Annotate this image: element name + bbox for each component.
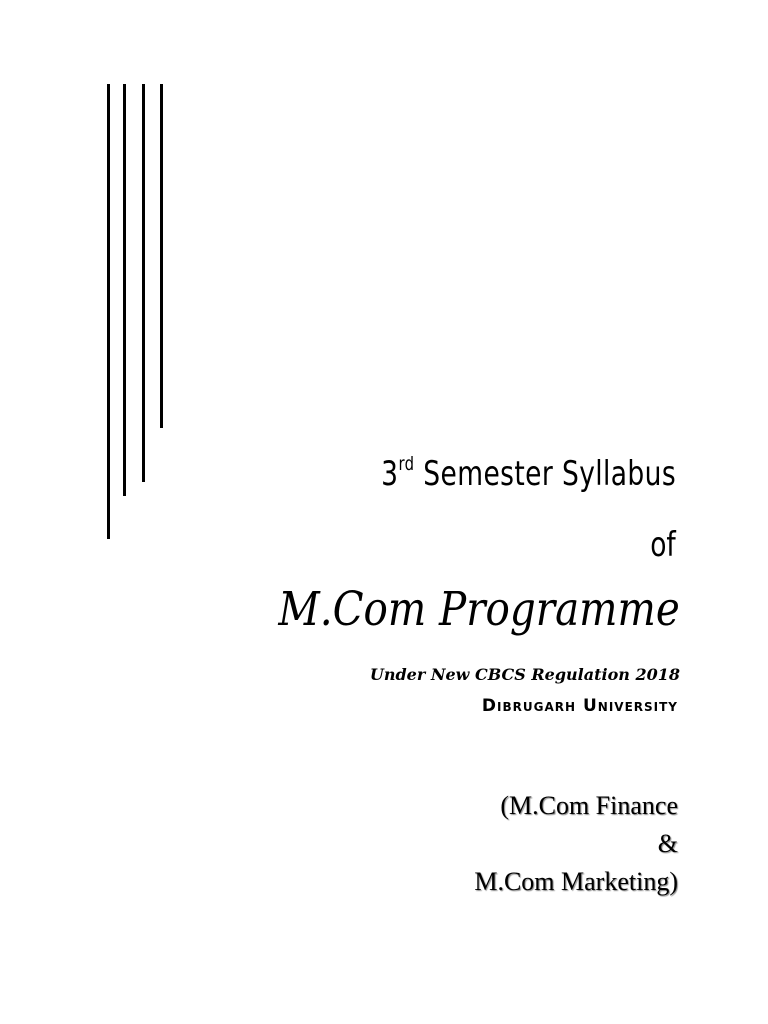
semester-suffix: rd bbox=[398, 453, 415, 475]
of-text: of bbox=[650, 525, 676, 565]
university-name: Dibrugarh University bbox=[481, 696, 678, 716]
decorative-vertical-line-2 bbox=[123, 84, 126, 496]
decorative-vertical-line-3 bbox=[142, 84, 145, 482]
course-line-3: M.Com Marketing) bbox=[474, 867, 678, 896]
course-line-1: (M.Com Finance bbox=[500, 791, 678, 820]
course-list bbox=[474, 787, 678, 901]
semester-title bbox=[298, 453, 676, 494]
semester-text: Semester Syllabus bbox=[423, 454, 676, 494]
decorative-vertical-line-4 bbox=[160, 84, 163, 428]
semester-number: 3 bbox=[381, 454, 399, 494]
course-line-2: & bbox=[657, 829, 678, 858]
decorative-vertical-line-1 bbox=[107, 84, 110, 539]
regulation-text: Under New CBCS Regulation 2018 bbox=[369, 665, 680, 684]
programme-title: M.Com Programme bbox=[278, 582, 680, 637]
